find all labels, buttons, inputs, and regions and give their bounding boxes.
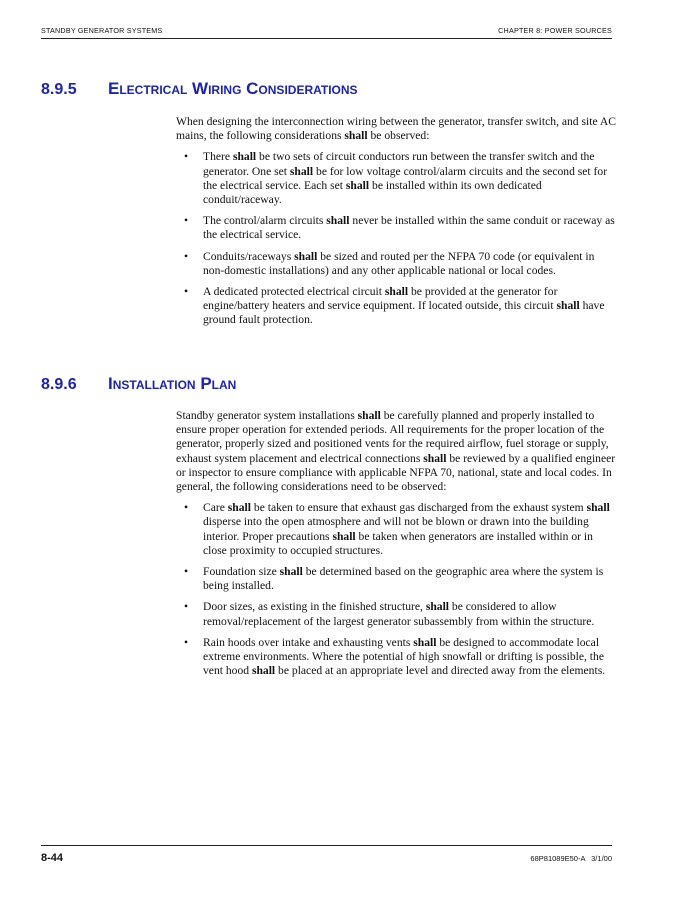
text-run: When designing the interconnection wiring between the generator, transfer switch, and site AC mains, the following considerations bbox=[176, 115, 616, 143]
shall-keyword: shall bbox=[232, 150, 257, 164]
bullet-list bbox=[176, 150, 616, 327]
text-run: The control/alarm circuits bbox=[203, 214, 327, 228]
text-run: be taken when generators are installed within or in close proximity to occupied structures. bbox=[203, 529, 593, 557]
bullet-icon: • bbox=[184, 214, 189, 228]
section-number: 8.9.6 bbox=[41, 376, 77, 393]
text-run: Conduits/raceways bbox=[203, 249, 295, 263]
list-item bbox=[176, 600, 616, 628]
section-body-8-9-6 bbox=[176, 409, 616, 685]
running-header-left: STANDBY GENERATOR SYSTEMS bbox=[41, 26, 163, 35]
text-run: be placed at an appropriate level and directed away from the elements. bbox=[275, 664, 606, 678]
bullet-icon: • bbox=[184, 249, 189, 263]
section-intro bbox=[176, 409, 616, 494]
text-run: be observed: bbox=[367, 129, 430, 143]
bullet-icon: • bbox=[184, 285, 189, 299]
shall-keyword: shall bbox=[279, 565, 303, 579]
header-rule bbox=[41, 38, 612, 39]
shall-keyword: shall bbox=[344, 129, 368, 143]
document-id: 68P81089E50-A 3/1/00 bbox=[530, 854, 612, 863]
shall-keyword: shall bbox=[294, 249, 318, 263]
section-title: Installation Plan bbox=[108, 374, 237, 393]
shall-keyword: shall bbox=[251, 664, 276, 678]
footer-rule bbox=[41, 845, 612, 846]
section-heading-8-9-6 bbox=[41, 374, 236, 394]
text-run: be carefully planned and properly installed to ensure proper operation for extended periods. All requirements for the proper location of the generator, properly sized and positioned vents for the required airflow, fuel storage or supply, exhaust system placement and electrical connections bbox=[176, 409, 609, 465]
section-body-8-9-5 bbox=[176, 115, 616, 335]
shall-keyword: shall bbox=[289, 164, 314, 178]
shall-keyword: shall bbox=[423, 451, 447, 465]
text-run: have ground fault protection. bbox=[203, 299, 605, 327]
text-run: be sized and routed per the NFPA 70 code (or equivalent in non-domestic installations) and any other applicable national or local codes. bbox=[203, 249, 595, 277]
bullet-icon: • bbox=[184, 635, 189, 649]
text-run: Door sizes, as existing in the finished structure, bbox=[203, 600, 426, 614]
shall-keyword: shall bbox=[413, 635, 437, 649]
section-intro bbox=[176, 115, 616, 143]
text-run: Standby generator system installations bbox=[176, 409, 358, 422]
shall-keyword: shall bbox=[556, 299, 580, 313]
list-item bbox=[176, 285, 616, 328]
text-run: be considered to allow removal/replacement of the largest generator subassembly from within the structure. bbox=[203, 600, 595, 628]
text-run: A dedicated protected electrical circuit bbox=[203, 285, 385, 299]
text-run: Foundation size bbox=[203, 565, 280, 579]
section-heading-8-9-5 bbox=[41, 79, 358, 99]
list-item bbox=[176, 565, 616, 593]
shall-keyword: shall bbox=[357, 409, 381, 422]
text-run: be two sets of circuit conductors run between the transfer switch and the generator. One set bbox=[203, 150, 595, 178]
bullet-icon: • bbox=[184, 565, 189, 579]
list-item bbox=[176, 636, 616, 679]
text-run: be installed within its own dedicated conduit/raceway. bbox=[203, 178, 542, 207]
text-run: be provided at the generator for engine/battery heaters and service equipment. If located outside, this circuit bbox=[203, 285, 558, 313]
list-item bbox=[176, 501, 616, 558]
text-run: be reviewed by a qualified engineer or inspector to ensure compliance with applicable NFPA 70, national, state and local codes. In general, the following considerations need to be observed: bbox=[176, 451, 616, 494]
text-run: be designed to accommodate local extreme environments. Where the potential of high snowfall or drifting is possible, the vent hood bbox=[203, 635, 604, 678]
list-item bbox=[176, 250, 616, 278]
text-run: There bbox=[203, 150, 233, 164]
bullet-icon: • bbox=[184, 501, 189, 515]
running-header-right: CHAPTER 8: POWER SOURCES bbox=[498, 26, 612, 35]
text-run: disperse into the open atmosphere and will not be blown or drawn into the building interior. Proper precautions bbox=[203, 515, 589, 543]
text-run: never be installed within the same conduit or raceway as the electrical service. bbox=[203, 214, 615, 242]
page-number: 8-44 bbox=[41, 852, 64, 864]
shall-keyword: shall bbox=[345, 178, 370, 192]
list-item bbox=[176, 150, 616, 207]
shall-keyword: shall bbox=[384, 285, 409, 299]
text-run: Rain hoods over intake and exhausting vents bbox=[203, 635, 414, 649]
shall-keyword: shall bbox=[586, 501, 610, 515]
section-number: 8.9.5 bbox=[41, 81, 77, 98]
shall-keyword: shall bbox=[227, 501, 251, 515]
text-run: be taken to ensure that exhaust gas discharged from the exhaust system bbox=[251, 501, 587, 515]
bullet-list bbox=[176, 501, 616, 678]
text-run: be for low voltage control/alarm circuits and the second set for the electrical service. Each set bbox=[203, 164, 608, 192]
shall-keyword: shall bbox=[326, 214, 350, 228]
text-run: Care bbox=[203, 501, 228, 515]
bullet-icon: • bbox=[184, 150, 189, 164]
shall-keyword: shall bbox=[425, 600, 450, 614]
bullet-icon: • bbox=[184, 600, 189, 614]
shall-keyword: shall bbox=[332, 529, 356, 543]
section-title: Electrical Wiring Considerations bbox=[108, 79, 358, 98]
list-item bbox=[176, 214, 616, 242]
text-run: be determined based on the geographic area where the system is being installed. bbox=[203, 565, 604, 593]
